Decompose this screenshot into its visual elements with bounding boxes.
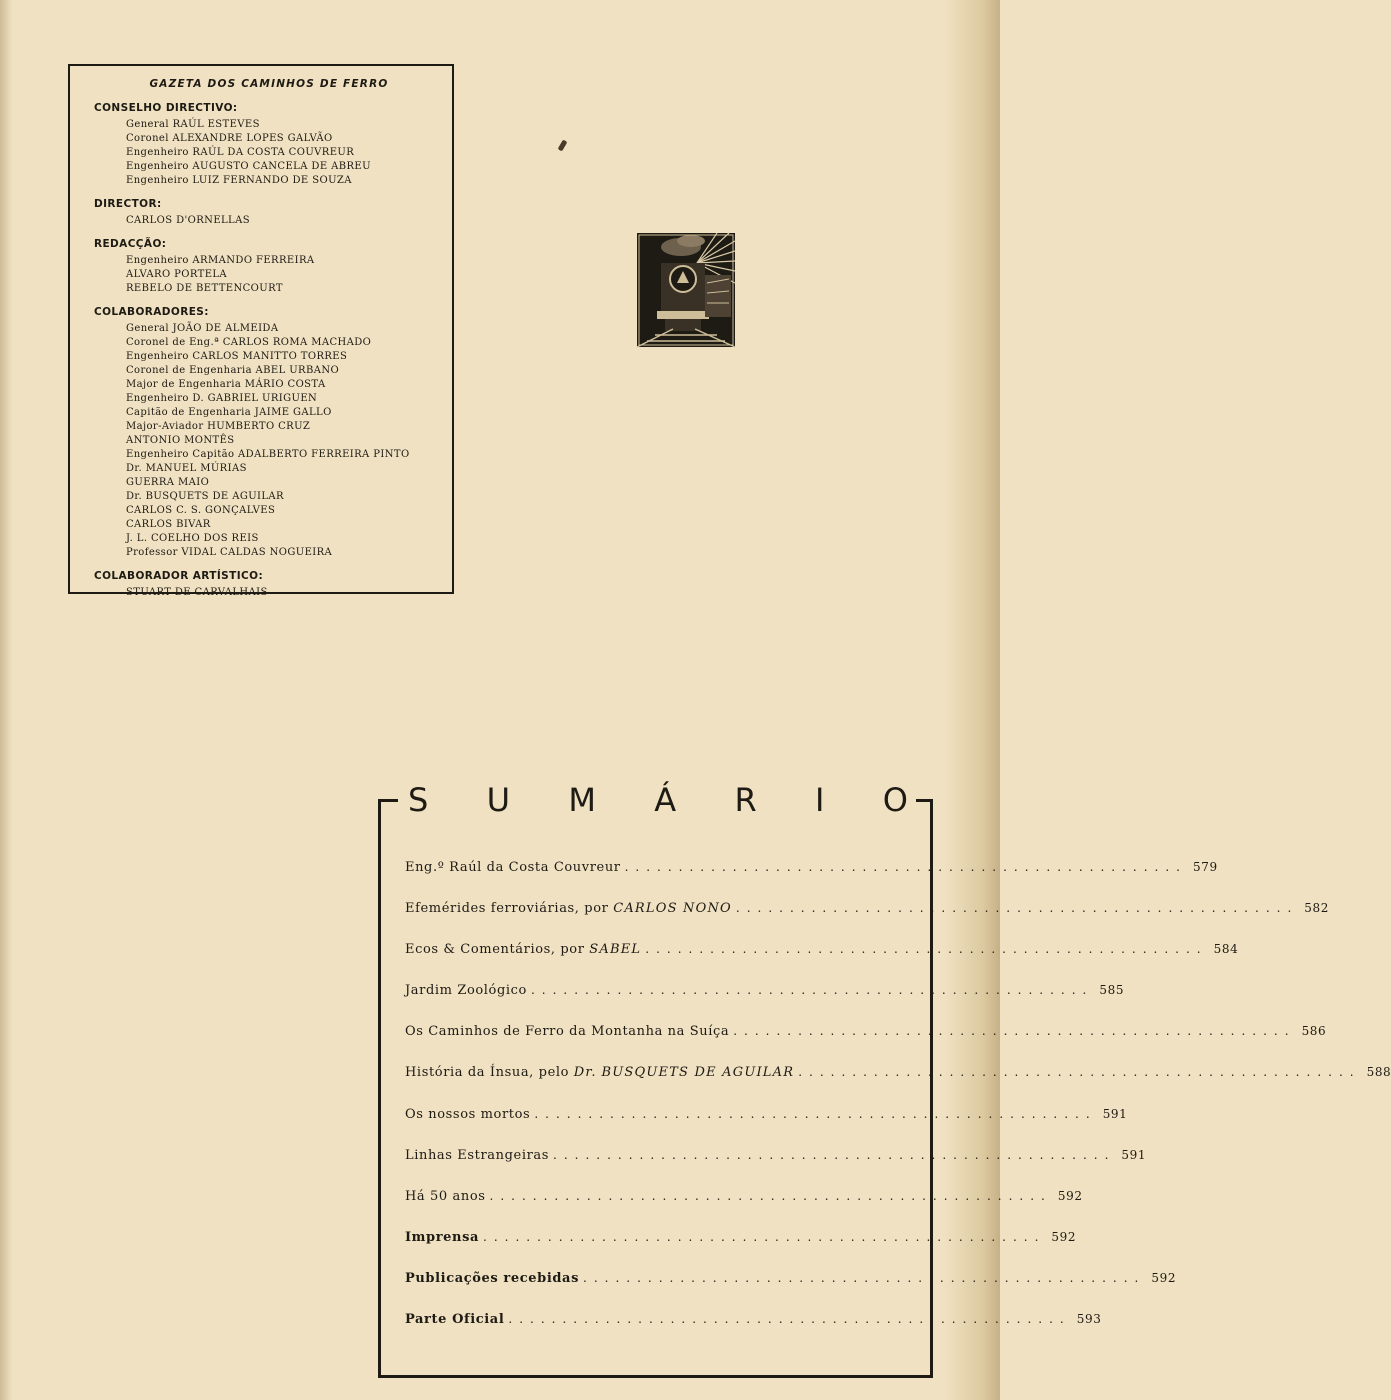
- toc-entry-author-prefix: Dr.: [573, 1065, 597, 1081]
- leader-dots: ....................................................: [583, 1270, 1146, 1285]
- section-heading-redaccao: REDACÇÃO:: [94, 238, 167, 250]
- table-of-contents: [405, 860, 1391, 1353]
- masthead-box: [68, 64, 454, 598]
- member-name: Engenheiro D. GABRIEL URIGUEN: [126, 393, 318, 404]
- member-name: Capitão de Engenharia JAIME GALLO: [126, 407, 332, 418]
- toc-entry[interactable]: [405, 1024, 1327, 1065]
- member-name: J. L. COELHO DOS REIS: [126, 533, 259, 544]
- toc-entry-title: Jardim Zoológico: [405, 983, 527, 999]
- member-name: Professor VIDAL CALDAS NOGUEIRA: [126, 547, 333, 558]
- member-name: Engenheiro CARLOS MANITTO TORRES: [126, 351, 348, 362]
- leader-dots: ....................................................: [489, 1188, 1052, 1203]
- toc-entry-page: 588: [1366, 1065, 1391, 1080]
- member-name: Engenheiro AUGUSTO CANCELA DE ABREU: [126, 161, 371, 172]
- toc-entry[interactable]: [405, 942, 1239, 983]
- member-list-colaboradores: [126, 322, 442, 560]
- toc-entry-page: 586: [1301, 1024, 1327, 1039]
- toc-entry[interactable]: [405, 1065, 1391, 1106]
- member-name: GUERRA MAIO: [126, 477, 210, 488]
- toc-entry-title: Ecos & Comentários, por: [405, 942, 585, 958]
- toc-entry-author: CARLOS NONO: [613, 901, 732, 917]
- toc-entry-page: 584: [1213, 942, 1239, 957]
- leader-dots: ....................................................: [483, 1229, 1046, 1244]
- toc-entry-page: 591: [1102, 1106, 1128, 1121]
- ink-mark: [558, 139, 568, 151]
- toc-entry-title-group: [405, 942, 641, 957]
- toc-entry-page: 593: [1076, 1312, 1102, 1327]
- sumario-letter: S: [408, 781, 429, 819]
- section-heading-colaborador-artistico: COLABORADOR ARTÍSTICO:: [94, 570, 264, 582]
- toc-entry[interactable]: [405, 1147, 1147, 1189]
- section-heading-director: DIRECTOR:: [94, 198, 162, 210]
- toc-entry-page: 585: [1099, 983, 1125, 998]
- member-name: Dr. MANUEL MÚRIAS: [126, 463, 247, 474]
- member-name: Coronel de Engenharia ABEL URBANO: [126, 365, 340, 376]
- member-list-director: [126, 214, 442, 228]
- leader-dots: ....................................................: [624, 860, 1187, 874]
- toc-entry-page: 592: [1151, 1270, 1177, 1285]
- member-name: Coronel ALEXANDRE LOPES GALVÃO: [126, 133, 333, 144]
- toc-entry-title: Os Caminhos de Ferro da Montanha na Suíça: [405, 1024, 730, 1040]
- section-heading-conselho: CONSELHO DIRECTIVO:: [94, 102, 238, 114]
- leader-dots: ....................................................: [534, 1106, 1097, 1121]
- member-name: Dr. BUSQUETS DE AGUILAR: [126, 491, 284, 502]
- member-list-conselho: [126, 118, 442, 188]
- toc-entry-page: 582: [1304, 901, 1329, 916]
- leader-dots: ....................................................: [530, 983, 1094, 998]
- member-list-redaccao: [126, 254, 442, 296]
- member-name: REBELO DE BETTENCOURT: [126, 283, 283, 294]
- masthead-title: GAZETA DOS CAMINHOS DE FERRO: [149, 78, 389, 90]
- toc-entry-title: Há 50 anos: [405, 1188, 486, 1204]
- toc-entry-author: SABEL: [589, 942, 642, 958]
- member-name: CARLOS BIVAR: [126, 519, 211, 530]
- toc-entry-title-group: [405, 901, 732, 916]
- toc-entry-title: Imprensa: [405, 1229, 480, 1245]
- member-name: CARLOS C. S. GONÇALVES: [126, 505, 276, 516]
- toc-entry[interactable]: [405, 1106, 1128, 1148]
- toc-entry-page: 592: [1057, 1188, 1083, 1203]
- leader-dots: ....................................................: [508, 1312, 1071, 1327]
- member-name: Engenheiro RAÚL DA COSTA COUVREUR: [126, 147, 355, 158]
- member-list-colaborador-artistico: [126, 586, 442, 600]
- toc-entry[interactable]: [405, 983, 1125, 1024]
- member-name: ANTONIO MONTÊS: [126, 435, 235, 446]
- toc-entry-page: 579: [1192, 860, 1218, 874]
- member-name: Major-Aviador HUMBERTO CRUZ: [126, 421, 311, 432]
- toc-entry-title: Eng.º Raúl da Costa Couvreur: [405, 860, 621, 875]
- toc-entry[interactable]: [405, 901, 1329, 942]
- toc-entry-title-group: [405, 1065, 794, 1080]
- leader-dots: ....................................................: [733, 1024, 1296, 1039]
- toc-entry-author: BUSQUETS DE AGUILAR: [601, 1065, 795, 1081]
- member-name: Engenheiro Capitão ADALBERTO FERREIRA PINTO: [126, 449, 410, 460]
- toc-entry-title: História da Ínsua, pelo: [405, 1065, 570, 1081]
- leader-dots: ....................................................: [735, 901, 1299, 916]
- leader-dots: ....................................................: [645, 942, 1208, 957]
- toc-entry-title: Efemérides ferroviárias, por: [405, 901, 609, 917]
- toc-entry-page: 592: [1051, 1229, 1077, 1244]
- toc-entry-title: Publicações recebidas: [405, 1270, 580, 1286]
- member-name: General RAÚL ESTEVES: [126, 119, 260, 130]
- member-name: Engenheiro ARMANDO FERREIRA: [126, 255, 315, 266]
- toc-entry-title: Os nossos mortos: [405, 1106, 531, 1122]
- toc-entry[interactable]: [405, 1312, 1102, 1353]
- sumario-letter: M: [568, 781, 596, 819]
- leader-dots: ....................................................: [798, 1065, 1361, 1080]
- member-name: Major de Engenharia MÁRIO COSTA: [126, 379, 326, 390]
- sumario-letter: O: [882, 781, 908, 819]
- toc-entry[interactable]: [405, 860, 1218, 901]
- toc-entry[interactable]: [405, 1229, 1077, 1271]
- member-name: CARLOS D'ORNELLAS: [126, 215, 250, 226]
- toc-entry-title: Linhas Estrangeiras: [405, 1147, 550, 1163]
- member-name: Engenheiro LUIZ FERNANDO DE SOUZA: [126, 175, 352, 186]
- page-edge-left: [0, 0, 12, 1400]
- locomotive-engraving-illustration: [637, 233, 735, 347]
- toc-entry[interactable]: [405, 1270, 1177, 1312]
- member-name: Coronel de Eng.ª CARLOS ROMA MACHADO: [126, 337, 372, 348]
- member-name: STUART DE CARVALHAIS: [126, 587, 268, 598]
- member-name: ALVARO PORTELA: [126, 269, 228, 280]
- leader-dots: ....................................................: [553, 1147, 1116, 1162]
- member-name: General JOÃO DE ALMEIDA: [126, 323, 279, 334]
- sumario-letter: I: [815, 781, 825, 819]
- sumario-letter: Á: [654, 781, 677, 819]
- section-heading-colaboradores: COLABORADORES:: [94, 306, 209, 318]
- toc-entry-title: Parte Oficial: [405, 1312, 505, 1328]
- sumario-letter: U: [486, 781, 511, 819]
- toc-entry-page: 591: [1121, 1147, 1147, 1162]
- sumario-letter: R: [734, 781, 757, 819]
- toc-entry[interactable]: [405, 1188, 1083, 1230]
